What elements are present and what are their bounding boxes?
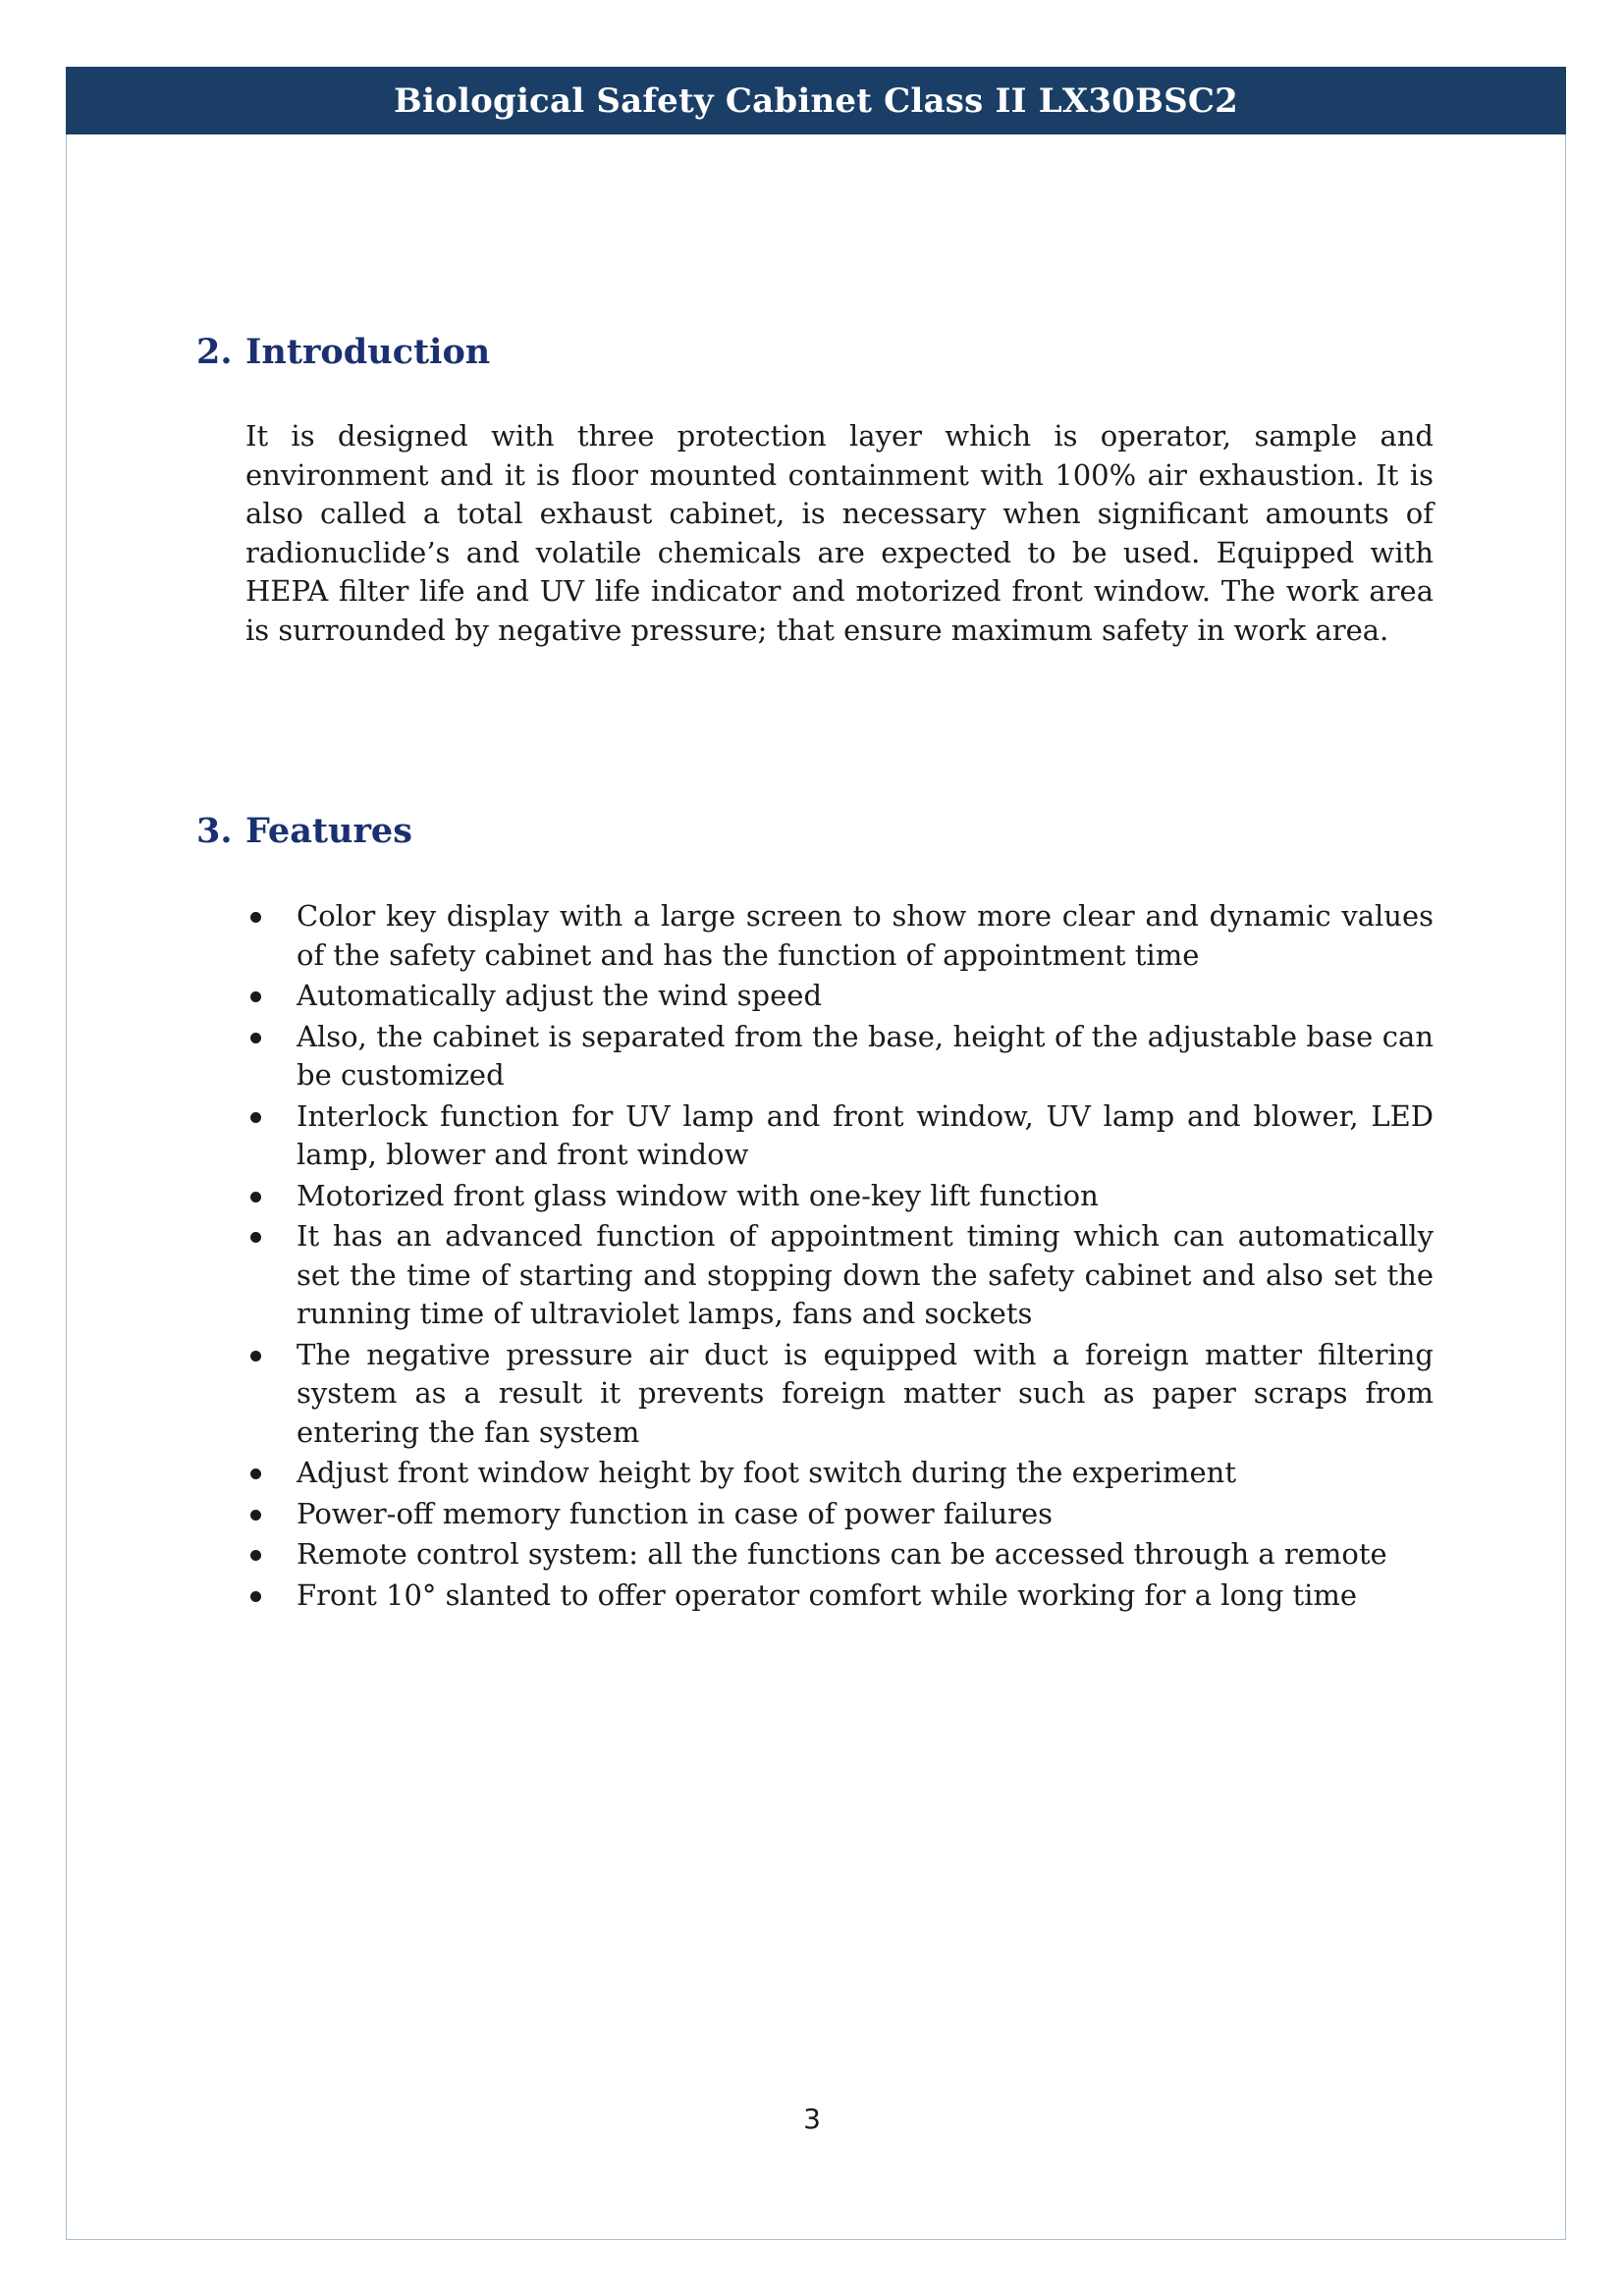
document-title: Biological Safety Cabinet Class II LX30BSC2 [394,80,1238,121]
feature-text: Also, the cabinet is separated from the base, height of the adjustable base can be customized [297,1019,1434,1092]
feature-text: Adjust front window height by foot switch during the experiment [297,1456,1236,1489]
bullet-icon [250,1351,261,1362]
introduction-title: Introduction [245,332,491,372]
feature-item [245,1336,1434,1453]
feature-item [245,1576,1434,1616]
bullet-icon [250,1510,261,1521]
feature-text: The negative pressure air duct is equipped with a foreign matter filtering system as a result it prevents foreign matter such as paper scraps from entering the fan system [297,1337,1434,1449]
feature-text: Motorized front glass window with one-key lift function [297,1178,1099,1212]
feature-item [245,1535,1434,1575]
page-number: 3 [803,2103,821,2135]
feature-item [245,1018,1434,1095]
feature-text: Remote control system: all the functions can be accessed through a remote [297,1537,1387,1571]
features-number: 3. [196,811,233,851]
feature-item [245,1097,1434,1175]
features-heading [196,811,412,851]
features-list [245,897,1434,1617]
bullet-icon [250,1232,261,1243]
feature-item [245,977,1434,1016]
bullet-icon [250,1550,261,1561]
bullet-icon [250,1192,261,1202]
feature-item [245,1177,1434,1216]
bullet-icon [250,1591,261,1602]
feature-text: Power-off memory function in case of power failures [297,1496,1054,1530]
feature-item [245,1454,1434,1493]
header-bar [66,67,1566,134]
bullet-icon [250,991,261,1002]
feature-text: It has an advanced function of appointment timing which can automatically set the time of starting and stopping down the safety cabinet and also set the running time of ultraviolet lamps, fans and sockets [297,1219,1434,1330]
bullet-icon [250,1112,261,1123]
feature-item [245,1495,1434,1534]
feature-text: Automatically adjust the wind speed [297,979,823,1012]
introduction-number: 2. [196,332,233,372]
feature-item [245,897,1434,975]
feature-text: Color key display with a large screen to show more clear and dynamic values of the safety cabinet and has the function of appointment time [297,899,1434,972]
feature-text: Front 10° slanted to offer operator comfort while working for a long time [297,1577,1358,1612]
feature-text: Interlock function for UV lamp and front window, UV lamp and blower, LED lamp, blower and front window [297,1098,1434,1171]
introduction-paragraph: It is designed with three protection layer which is operator, sample and environment and it is floor mounted containment with 100% air exhaustion. It is also called a total exhaust cabinet, is necessary when significant amounts of radionuclide’s and volatile chemicals are expected to be used. Equipped with HEPA filter life and UV life indicator and motorized front window. The work area is surrounded by negative pressure; that ensure maximum safety in work area. [245,419,1434,647]
bullet-icon [250,1033,261,1043]
bullet-icon [250,912,261,923]
features-title: Features [245,811,412,851]
introduction-heading [196,332,490,372]
bullet-icon [250,1468,261,1479]
feature-item [245,1217,1434,1334]
